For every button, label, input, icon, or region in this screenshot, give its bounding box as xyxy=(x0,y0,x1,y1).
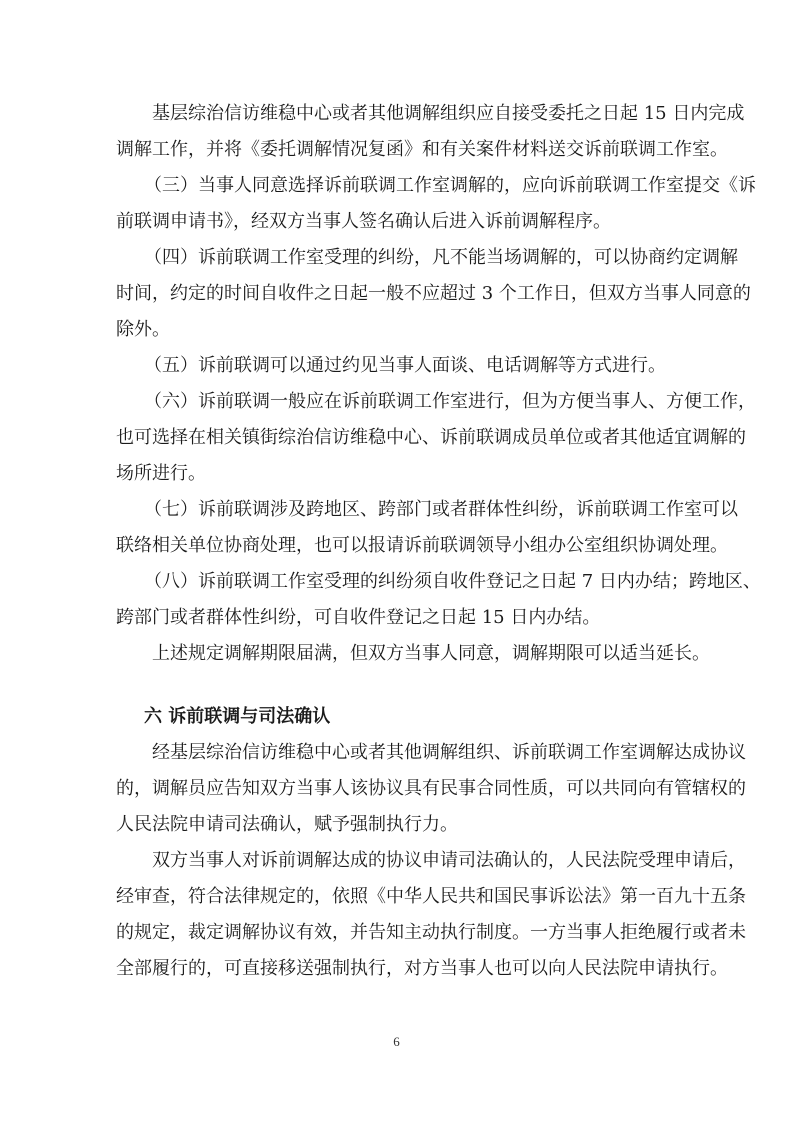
text-line: 人民法院申请司法确认，赋予强制执行力。 xyxy=(116,814,458,835)
paragraph xyxy=(116,168,756,240)
text-line: （六）诉前联调一般应在诉前联调工作室进行，但为方便当事人、方便工作， xyxy=(144,391,756,412)
section-heading: 六 诉前联调与司法确认 xyxy=(144,706,331,727)
text-line: 时间，约定的时间自收件之日起一般不应超过 3 个工作日，但双方当事人同意的 xyxy=(116,283,751,304)
text-line: 的规定，裁定调解协议有效，并告知主动执行制度。一方当事人拒绝履行或者未 xyxy=(116,922,746,943)
paragraph xyxy=(116,636,710,672)
paragraph xyxy=(116,843,746,987)
text-line: 场所进行。 xyxy=(116,463,206,484)
paragraph xyxy=(116,240,751,348)
paragraph xyxy=(116,564,761,636)
text-line: 调解工作，并将《委托调解情况复函》和有关案件材料送交诉前联调工作室。 xyxy=(116,139,728,160)
text-line: 也可选择在相关镇街综治信访维稳中心、诉前联调成员单位或者其他适宜调解的 xyxy=(116,427,746,448)
text-line: 的，调解员应告知双方当事人该协议具有民事合同性质，可以共同向有管辖权的 xyxy=(116,778,746,799)
text-line: （七）诉前联调涉及跨地区、跨部门或者群体性纠纷，诉前联调工作室可以 xyxy=(144,499,738,520)
text-line: 跨部门或者群体性纠纷，可自收件登记之日起 15 日内办结。 xyxy=(116,607,601,628)
page-number: 6 xyxy=(393,1034,400,1049)
text-line: 经审查，符合法律规定的，依照《中华人民共和国民事诉讼法》第一百九十五条 xyxy=(116,886,746,907)
text-line: （三）当事人同意选择诉前联调工作室调解的，应向诉前联调工作室提交《诉 xyxy=(144,175,756,196)
text-line: 上述规定调解期限届满，但双方当事人同意，调解期限可以适当延长。 xyxy=(152,643,710,664)
text-line: 双方当事人对诉前调解达成的协议申请司法确认的，人民法院受理申请后， xyxy=(152,850,746,871)
text-line: 除外。 xyxy=(116,319,170,340)
paragraph xyxy=(116,735,746,843)
text-line: 基层综治信访维稳中心或者其他调解组织应自接受委托之日起 15 日内完成 xyxy=(152,103,745,124)
text-line: （五）诉前联调可以通过约见当事人面谈、电话调解等方式进行。 xyxy=(144,355,666,376)
text-line: 经基层综治信访维稳中心或者其他调解组织、诉前联调工作室调解达成协议 xyxy=(152,742,746,763)
text-line: （四）诉前联调工作室受理的纠纷，凡不能当场调解的，可以协商约定调解 xyxy=(144,247,738,268)
paragraph xyxy=(116,384,756,492)
section-spacer xyxy=(116,672,676,699)
text-line: （八）诉前联调工作室受理的纠纷须自收件登记之日起 7 日内办结；跨地区、 xyxy=(144,571,761,592)
document-body xyxy=(116,96,761,987)
text-line: 全部履行的，可直接移送强制执行，对方当事人也可以向人民法院申请执行。 xyxy=(116,958,728,979)
text-line: 联络相关单位协商处理，也可以报请诉前联调领导小组办公室组织协调处理。 xyxy=(116,535,728,556)
paragraph xyxy=(116,348,676,384)
paragraph xyxy=(116,492,738,564)
paragraph xyxy=(116,96,745,168)
text-line: 前联调申请书》，经双方当事人签名确认后进入诉前调解程序。 xyxy=(116,211,611,232)
